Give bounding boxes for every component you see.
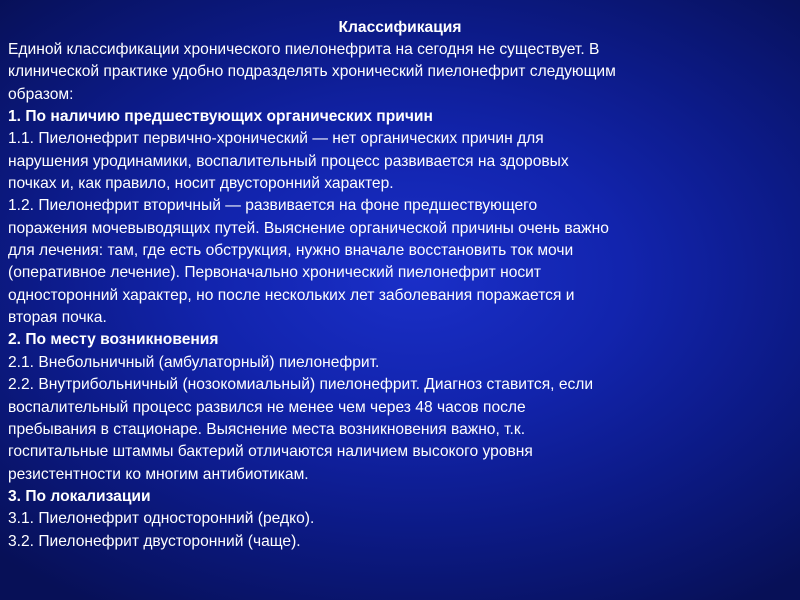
body-line: 1.1. Пиелонефрит первично-хронический — нет органических причин для xyxy=(8,130,544,148)
body-line: 3.1. Пиелонефрит односторонний (редко). xyxy=(8,510,315,528)
body-line: резистентности ко многим антибиотикам. xyxy=(8,465,309,483)
body-line: образом: xyxy=(8,85,74,103)
body-line: 1.2. Пиелонефрит вторичный — развивается на фоне предшествующего xyxy=(8,197,538,215)
body-line: для лечения: там, где есть обструкция, нужно вначале восстановить ток мочи xyxy=(8,242,574,260)
body-line: воспалительный процесс развился не менее чем через 48 часов после xyxy=(8,398,526,416)
body-line: 2.1. Внебольничный (амбулаторный) пиелонефрит. xyxy=(8,353,380,371)
body-line: нарушения уродинамики, воспалительный процесс развивается на здоровых xyxy=(8,152,569,170)
section-heading: 3. По локализации xyxy=(8,487,151,505)
body-line: клинической практике удобно подразделять хронический пиелонефрит следующим xyxy=(8,63,616,81)
body-line: пребывания в стационаре. Выяснение места возникновения важно, т.к. xyxy=(8,420,526,438)
body-line: 2.2. Внутрибольничный (нозокомиальный) пиелонефрит. Диагноз ставится, если xyxy=(8,376,594,394)
slide-body xyxy=(8,39,792,553)
body-line: 3.2. Пиелонефрит двусторонний (чаще). xyxy=(8,532,301,550)
slide-title: Классификация xyxy=(338,19,462,36)
body-line: госпитальные штаммы бактерий отличаются наличием высокого уровня xyxy=(8,443,533,461)
body-line: вторая почка. xyxy=(8,309,107,327)
body-line: поражения мочевыводящих путей. Выяснение органической причины очень важно xyxy=(8,219,609,237)
body-line: односторонний характер, но после нескольких лет заболевания поражается и xyxy=(8,286,575,304)
section-heading: 2. По месту возникновения xyxy=(8,331,219,349)
section-heading: 1. По наличию предшествующих органических причин xyxy=(8,108,433,126)
body-line: Единой классификации хронического пиелонефрита на сегодня не существует. В xyxy=(8,41,600,58)
body-line: (оперативное лечение). Первоначально хронический пиелонефрит носит xyxy=(8,264,542,282)
body-line: почках и, как правило, носит двусторонний характер. xyxy=(8,175,394,193)
